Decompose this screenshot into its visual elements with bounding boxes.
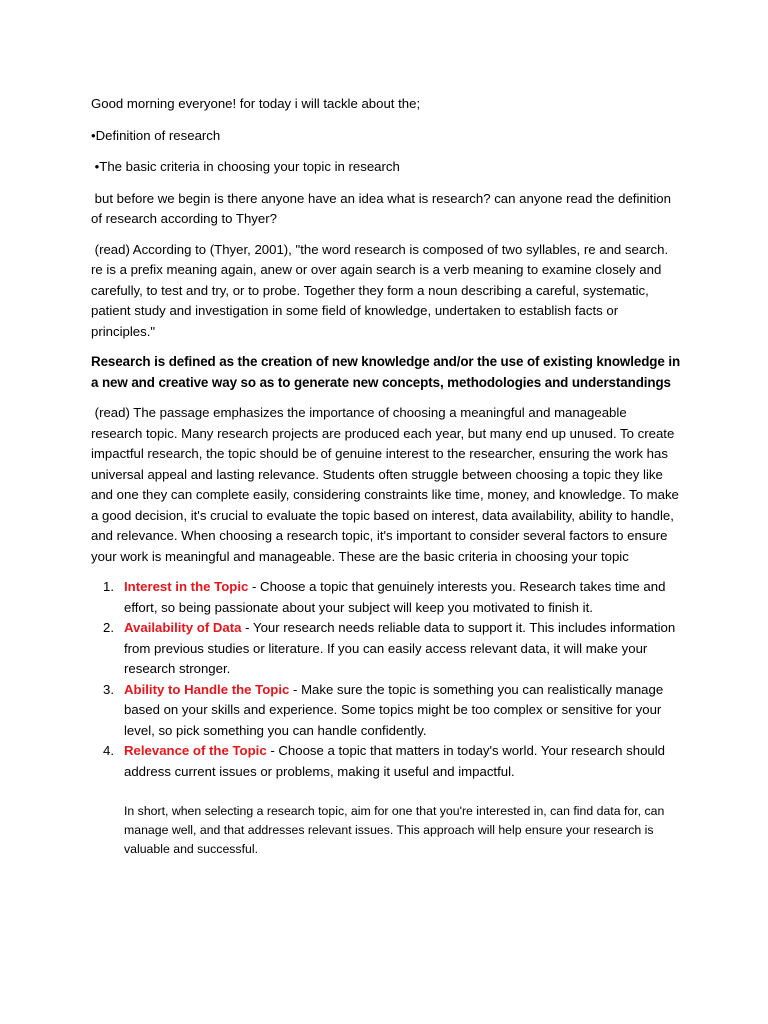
greeting-paragraph: Good morning everyone! for today i will tackle about the;: [91, 96, 421, 111]
document-body: [91, 94, 681, 859]
criterion-text: - Choose a topic that genuinely interests you. Research takes time and effort, so being passionate about your subject will keep you motivated to finish it.: [124, 579, 666, 615]
list-number: 2.: [103, 620, 114, 635]
summary-paragraph: In short, when selecting a research topic, aim for one that you're interested in, can find data for, can manage well, and that addresses relevant issues. This approach will help ensure your research is valuable and successful.: [124, 804, 668, 856]
criterion-term: Ability to Handle the Topic: [124, 681, 290, 697]
list-number: 1.: [103, 579, 114, 594]
criterion-text: - Make sure the topic is something you can realistically manage based on your skills and experience. Some topics might be too complex or sensitive for your level, so pick something you can handle confidently.: [124, 681, 664, 738]
list-item: [91, 577, 681, 618]
criteria-list: [91, 577, 681, 782]
criterion-term: Availability of Data: [124, 620, 242, 635]
criterion-text: - Your research needs reliable data to support it. This includes information from previous studies or literature. If you can easily access relevant data, it will make your research stronger.: [124, 620, 676, 676]
list-item: [91, 680, 681, 742]
definition-heading: Research is defined as the creation of new knowledge and/or the use of existing knowledge in a new and creative way so as to generate new concepts, methodologies and understandings: [91, 354, 681, 390]
list-item: [91, 618, 681, 680]
question-paragraph: but before we begin is there anyone have an idea what is research? can anyone read the definition of research according to Thyer?: [91, 190, 675, 226]
quote-paragraph: (read) According to (Thyer, 2001), "the word research is composed of two syllables, re and search. re is a prefix meaning again, anew or over again search is a verb meaning to examine closely and carefully, to test and try, or to probe. Together they form a noun describing a careful, systematic, patient study and investigation in some field of knowledge, undertaken to establish facts or principles.": [91, 241, 672, 339]
list-item: [91, 741, 681, 782]
criterion-term: Relevance of the Topic: [124, 743, 267, 758]
bullet-criteria: •The basic criteria in choosing your topic in research: [91, 159, 400, 174]
passage-paragraph: (read) The passage emphasizes the importance of choosing a meaningful and manageable research topic. Many research projects are produced each year, but many end up unused. To create impactful research, the topic should be of genuine interest to the researcher, ensuring the work has universal appeal and lasting relevance. Students often struggle between choosing a topic they like and one they can complete easily, considering constraints like time, money, and knowledge. To make a good decision, it's crucial to evaluate the topic based on interest, data availability, ability to handle, and relevance. When choosing a research topic, it's important to consider several factors to ensure your work is meaningful and manageable. These are the basic criteria in choosing your topic: [91, 405, 683, 564]
criterion-term: Interest in the Topic: [124, 579, 249, 594]
bullet-definition: •Definition of research: [91, 127, 221, 143]
criterion-text: - Choose a topic that matters in today's world. Your research should address current issues or problems, making it useful and impactful.: [124, 743, 666, 779]
list-number: 4.: [103, 743, 114, 758]
list-number: 3.: [103, 681, 114, 697]
